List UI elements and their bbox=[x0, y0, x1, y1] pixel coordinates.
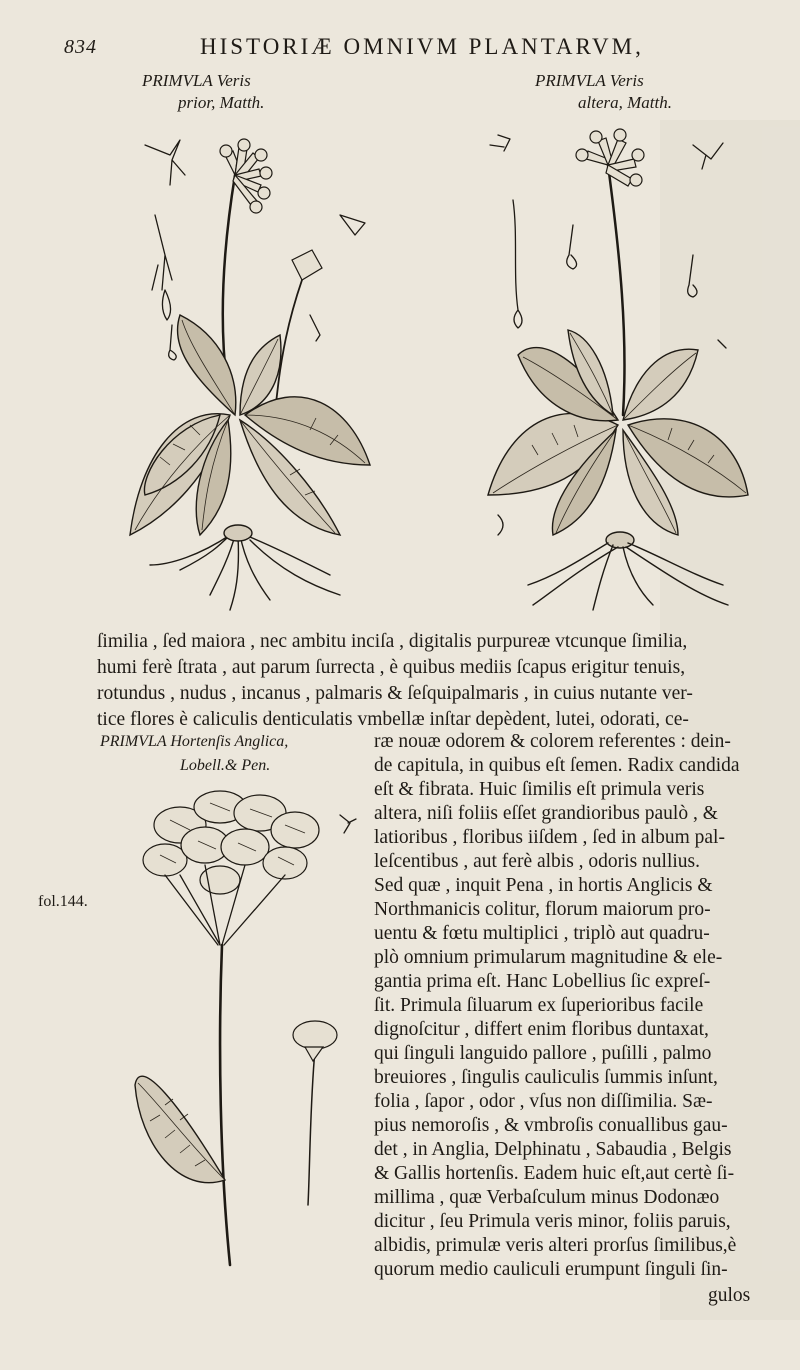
body-line: qui ſinguli languido pallore , puſilli , palmo bbox=[374, 1043, 712, 1064]
body-line: eſt & fibrata. Huic ſimilis eſt primula veris bbox=[374, 779, 705, 800]
running-title: HISTORIÆ OMNIVM PLANTARVM, bbox=[200, 34, 644, 59]
body-line: Northmanicis colitur, florum maiorum pro- bbox=[374, 899, 711, 920]
body-line: gantia prima eſt. Hanc Lobellius ſic expreſ- bbox=[374, 971, 711, 992]
caption-left-author: prior, Matth. bbox=[178, 93, 265, 112]
body-line: dignoſcitur , differt enim floribus duntaxat, bbox=[374, 1019, 709, 1040]
caption-anglica-author: Lobell.& Pen. bbox=[180, 757, 271, 774]
body-line: latioribus , floribus iiſdem , ſed in album pal- bbox=[374, 827, 725, 848]
caption-anglica-title: PRIMVLA Hortenſis Anglica, bbox=[100, 733, 289, 750]
body-line: Sed quæ , inquit Pena , in hortis Anglicis & bbox=[374, 875, 713, 896]
body-line: millima , quæ Verbaſculum minus Dodonæo bbox=[374, 1187, 720, 1208]
margin-note: fol.144. bbox=[38, 893, 88, 910]
body-line: leſcentibus , aut ferè albis , odoris nullius. bbox=[374, 851, 701, 872]
body-line: humi ferè ſtrata , aut parum ſurrecta , è quibus mediis ſcapus erigitur tenuis, bbox=[97, 657, 686, 678]
caption-right-author: altera, Matth. bbox=[578, 93, 672, 112]
body-line: altera, niſi foliis eſſet grandioribus paulò , & bbox=[374, 803, 718, 824]
body-line: folia , ſapor , odor , vſus non diſſimilia. Sæ- bbox=[374, 1091, 713, 1112]
body-line: breuiores , ſingulis cauliculis ſummis inſunt, bbox=[374, 1067, 718, 1088]
primula-hortensis-anglica-woodcut bbox=[120, 785, 380, 1285]
catchword: gulos bbox=[708, 1285, 751, 1306]
body-line: quorum medio cauliculi erumpunt ſinguli ſin- bbox=[374, 1259, 728, 1280]
caption-left-title: PRIMVLA Veris bbox=[142, 71, 251, 90]
caption-right-title: PRIMVLA Veris bbox=[535, 71, 644, 90]
body-line: ſimilia , ſed maiora , nec ambitu inciſa , digitalis purpureæ vtcunque ſimilia, bbox=[97, 631, 688, 652]
body-line: pius nemoroſis , & vmbroſis conuallibus gau- bbox=[374, 1115, 728, 1136]
page-number: 834 bbox=[64, 36, 97, 58]
body-line: dicitur , ſeu Primula veris minor, foliis paruis, bbox=[374, 1211, 731, 1232]
body-line: de capitula, in quibus eſt ſemen. Radix candida bbox=[374, 755, 740, 776]
body-line: tice flores è caliculis denticulatis vmbellæ inſtar depèdent, lutei, odorati, ce- bbox=[97, 709, 689, 730]
primula-veris-prior-woodcut bbox=[110, 115, 380, 615]
body-line: ræ nouæ odorem & colorem referentes : dein- bbox=[374, 731, 731, 752]
body-line: albidis, primulæ veris alteri prorſus ſimilibus,è bbox=[374, 1235, 737, 1256]
body-line: & Gallis hortenſis. Eadem huic eſt,aut certè ſi- bbox=[374, 1163, 735, 1184]
body-line: plò omnium primularum magnitudine & ele- bbox=[374, 947, 723, 968]
body-line: ſit. Primula ſiluarum ex ſuperioribus facile bbox=[374, 995, 704, 1016]
body-line: rotundus , nudus , incanus , palmaris & ſeſquipalmaris , in cuius nutante ver- bbox=[97, 683, 693, 704]
primula-veris-altera-woodcut bbox=[478, 115, 758, 615]
body-line: det , in Anglia, Delphinatu , Sabaudia , Belgis bbox=[374, 1139, 732, 1160]
body-line: uentu & fœtu multiplici , triplò aut quadru- bbox=[374, 923, 710, 944]
